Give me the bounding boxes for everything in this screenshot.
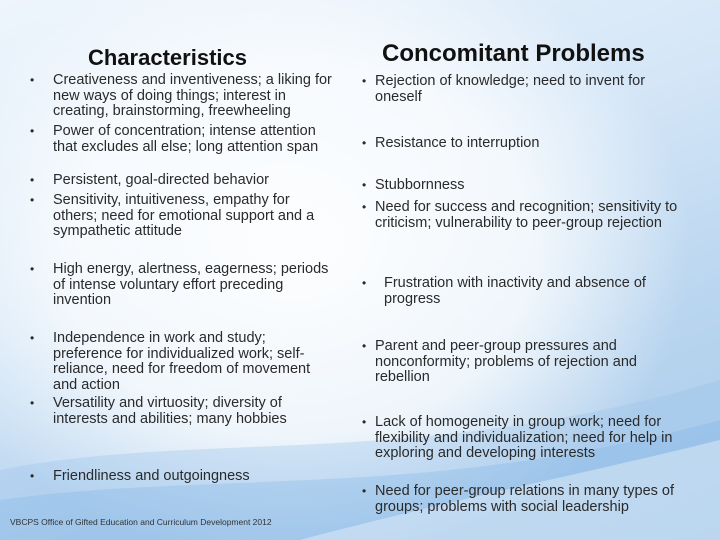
bullet-icon: •: [362, 178, 367, 192]
characteristic-item: [30, 469, 335, 485]
bullet-icon: •: [362, 276, 367, 290]
problem-text: Need for peer-group relations in many types of groups; problems with social leadership: [375, 483, 675, 515]
characteristic-item: [30, 262, 335, 309]
problem-item: [362, 74, 682, 105]
bullet-icon: •: [362, 484, 367, 498]
characteristic-item: [30, 73, 335, 120]
characteristic-item: [30, 396, 335, 427]
footer-credit: VBCPS Office of Gifted Education and Curriculum Development 2012: [10, 517, 272, 527]
characteristic-text: Friendliness and outgoingness: [53, 468, 250, 484]
bullet-icon: •: [30, 73, 35, 87]
problem-item: [362, 339, 682, 386]
bullet-icon: •: [30, 173, 35, 187]
bullet-icon: •: [30, 193, 35, 207]
characteristic-text: High energy, alertness, eagerness; periods of intense voluntary effort preceding invention: [53, 261, 329, 308]
bullet-icon: •: [362, 200, 367, 214]
problem-item: [362, 484, 682, 515]
problem-item: [362, 200, 682, 231]
problem-item: [362, 415, 682, 462]
characteristics-heading: Characteristics: [88, 45, 247, 70]
characteristic-item: [30, 124, 335, 155]
characteristic-item: [30, 331, 335, 393]
bullet-icon: •: [30, 124, 35, 138]
characteristic-text: Independence in work and study; preference for individualized work; self-reliance, need for freedom of movement and action: [53, 330, 311, 393]
characteristic-text: Persistent, goal-directed behavior: [53, 172, 270, 188]
bullet-icon: •: [30, 469, 35, 483]
problem-item: [362, 276, 682, 307]
bullet-icon: •: [362, 415, 367, 429]
bullet-icon: •: [362, 136, 367, 150]
problem-text: Rejection of knowledge; need to invent for oneself: [375, 73, 646, 105]
characteristic-item: [30, 173, 335, 189]
problem-text: Parent and peer-group pressures and nonconformity; problems of rejection and rebellion: [375, 338, 637, 385]
characteristic-text: Versatility and virtuosity; diversity of interests and abilities; many hobbies: [53, 395, 287, 427]
characteristic-item: [30, 193, 335, 240]
problem-item: [362, 136, 682, 152]
bullet-icon: •: [362, 339, 367, 353]
bullet-icon: •: [30, 331, 35, 345]
problem-item: [362, 178, 682, 194]
problem-text: Lack of homogeneity in group work; need for flexibility and individualization; need for help in exploring and developing interests: [375, 414, 673, 461]
bullet-icon: •: [30, 262, 35, 276]
characteristic-text: Power of concentration; intense attention that excludes all else; long attention span: [53, 123, 319, 155]
characteristic-text: Sensitivity, intuitiveness, empathy for others; need for emotional support and a sympathetic attitude: [53, 192, 315, 239]
characteristic-text: Creativeness and inventiveness; a liking for new ways of doing things; interest in creating, brainstorming, freewheeling: [53, 72, 332, 119]
bullet-icon: •: [30, 396, 35, 410]
problem-text: Stubbornness: [375, 177, 465, 193]
bullet-icon: •: [362, 74, 367, 88]
problem-text: Frustration with inactivity and absence of progress: [384, 275, 646, 307]
problem-text: Resistance to interruption: [375, 135, 540, 151]
concomitant-problems-heading: Concomitant Problems: [382, 40, 645, 67]
problem-text: Need for success and recognition; sensitivity to criticism; vulnerability to peer-group rejection: [375, 199, 678, 231]
